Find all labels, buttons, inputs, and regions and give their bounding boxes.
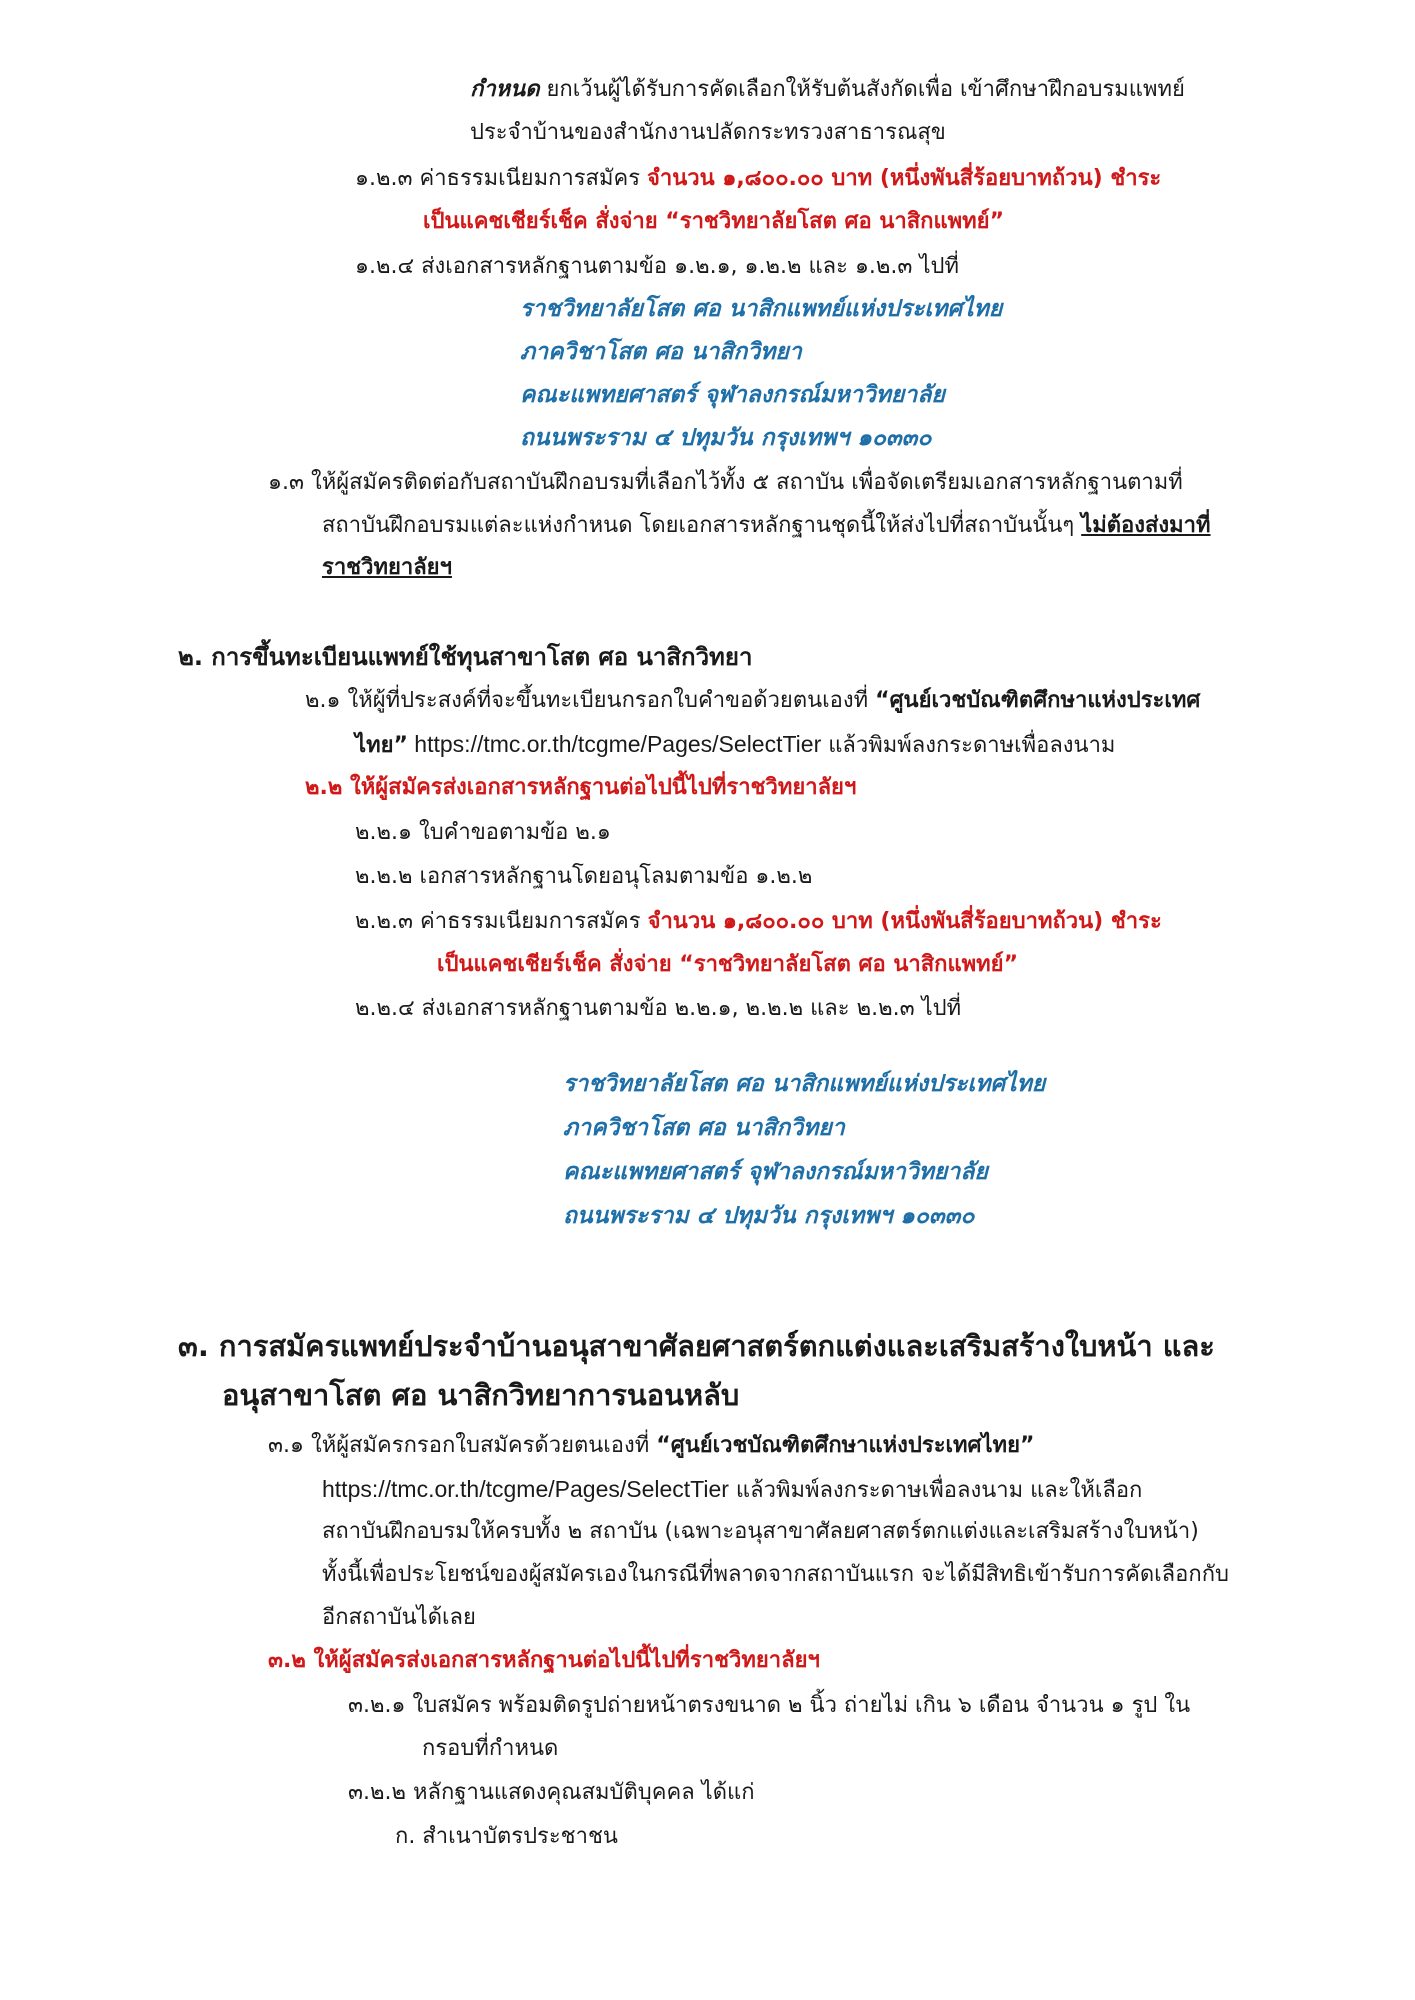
s2-address-1: ราชวิทยาลัยโสต ศอ นาสิกแพทย์แห่งประเทศไทย [563, 1071, 1046, 1097]
s1-c13-line-1: ๑.๓ ให้ผู้สมัครติดต่อกับสถาบันฝึกอบรมที่เลือกไว้ทั้ง ๕ สถาบัน เพื่อจัดเตรียมเอกสารหลักฐานตามที่ [268, 470, 1183, 495]
section-3-heading-1: ๓. การสมัครแพทย์ประจำบ้านอนุสาขาศัลยศาสตร์ตกแต่งและเสริมสร้างใบหน้า และ [178, 1329, 1215, 1363]
s1-not-send-note: ไม่ต้องส่งมาที่ [1081, 513, 1211, 538]
s3-c32: ๓.๒ ให้ผู้สมัครส่งเอกสารหลักฐานต่อไปนี้ไปที่ราชวิทยาลัยฯ [268, 1648, 820, 1673]
s1-address-4: ถนนพระราม ๔ ปทุมวัน กรุงเทพฯ ๑๐๓๓๐ [520, 425, 932, 451]
section-2-heading: ๒. การขึ้นทะเบียนแพทย์ใช้ทุนสาขาโสต ศอ นาสิกวิทยา [178, 643, 753, 671]
tmc-link-2[interactable]: https://tmc.or.th/tcgme/Pages/SelectTier [322, 1476, 729, 1502]
s3-c31-line-1: ๓.๑ ให้ผู้สมัครกรอกใบสมัครด้วยตนเองที่ “ศูนย์เวชบัณฑิตศึกษาแห่งประเทศไทย” [268, 1433, 1035, 1458]
s1-fee-line-1: ๑.๒.๓ ค่าธรรมเนียมการสมัคร จำนวน ๑,๘๐๐.๐๐ บาท (หนึ่งพันสี่ร้อยบาทถ้วน) ชำระ [355, 166, 1162, 191]
s2-address-4: ถนนพระราม ๔ ปทุมวัน กรุงเทพฯ ๑๐๓๓๐ [563, 1203, 975, 1229]
s1-line-1: กำหนด ยกเว้นผู้ได้รับการคัดเลือกให้รับต้นสังกัดเพื่อ เข้าศึกษาฝึกอบรมแพทย์ [470, 77, 1185, 102]
s1-address-2: ภาควิชาโสต ศอ นาสิกวิทยา [520, 339, 802, 365]
s2-address-2: ภาควิชาโสต ศอ นาสิกวิทยา [563, 1115, 845, 1141]
s1-c13-line-3: ราชวิทยาลัยฯ [322, 555, 452, 580]
s2-send-line: ๒.๒.๔ ส่งเอกสารหลักฐานตามข้อ ๒.๒.๑, ๒.๒.๒ และ ๒.๒.๓ ไปที่ [355, 996, 962, 1021]
s3-c322: ๓.๒.๒ หลักฐานแสดงคุณสมบัติบุคคล ได้แก่ [348, 1780, 755, 1805]
s3-c31-line-3: สถาบันฝึกอบรมให้ครบทั้ง ๒ สถาบัน (เฉพาะอนุสาขาศัลยศาสตร์ตกแต่งและเสริมสร้างใบหน้า) [322, 1519, 1199, 1544]
s1-address-1: ราชวิทยาลัยโสต ศอ นาสิกแพทย์แห่งประเทศไทย [520, 296, 1003, 322]
s2-c221: ๒.๒.๑ ใบคำขอตามข้อ ๒.๑ [355, 820, 611, 845]
s1-bold-word: กำหนด [470, 77, 540, 102]
s2-c222: ๒.๒.๒ เอกสารหลักฐานโดยอนุโลมตามข้อ ๑.๒.๒ [355, 864, 813, 889]
s1-c13-line-2: สถาบันฝึกอบรมแต่ละแห่งกำหนด โดยเอกสารหลักฐานชุดนี้ให้ส่งไปที่สถาบันนั้นๆ ไม่ต้องส่งมาที่ [322, 513, 1211, 538]
s1-address-3: คณะแพทยศาสตร์ จุฬาลงกรณ์มหาวิทยาลัย [520, 382, 945, 408]
s1-line-2: ประจำบ้านของสำนักงานปลัดกระทรวงสาธารณสุข [470, 120, 946, 145]
s3-c31-line-4: ทั้งนี้เพื่อประโยชน์ของผู้สมัครเองในกรณีที่พลาดจากสถาบันแรก จะได้มีสิทธิเข้ารับการคัดเลือกกับ [322, 1562, 1229, 1587]
section-3-heading-2: อนุสาขาโสต ศอ นาสิกวิทยาการนอนหลับ [222, 1378, 740, 1412]
s3-c31-line-2: https://tmc.or.th/tcgme/Pages/SelectTier แล้วพิมพ์ลงกระดาษเพื่อลงนาม และให้เลือก [322, 1476, 1143, 1503]
s1-send-line: ๑.๒.๔ ส่งเอกสารหลักฐานตามข้อ ๑.๒.๑, ๑.๒.๒ และ ๑.๒.๓ ไปที่ [355, 254, 959, 279]
s3-c31-line-5: อีกสถาบันได้เลย [322, 1605, 476, 1630]
s2-fee-line-1: ๒.๒.๓ ค่าธรรมเนียมการสมัคร จำนวน ๑,๘๐๐.๐๐ บาท (หนึ่งพันสี่ร้อยบาทถ้วน) ชำระ [355, 909, 1162, 934]
s2-c22: ๒.๒ ให้ผู้สมัครส่งเอกสารหลักฐานต่อไปนี้ไปที่ราชวิทยาลัยฯ [305, 775, 857, 800]
s2-c21-line-2: ไทย” https://tmc.or.th/tcgme/Pages/SelectTier แล้วพิมพ์ลงกระดาษเพื่อลงนาม [355, 731, 1116, 758]
s3-c321-line-1: ๓.๒.๑ ใบสมัคร พร้อมติดรูปถ่ายหน้าตรงขนาด ๒ นิ้ว ถ่ายไม่ เกิน ๖ เดือน จำนวน ๑ รูป ใน [348, 1693, 1191, 1718]
s2-c21-line-1: ๒.๑ ให้ผู้ที่ประสงค์ที่จะขึ้นทะเบียนกรอกใบคำขอด้วยตนเองที่ “ศูนย์เวชบัณฑิตศึกษาแห่งประเทศ [305, 688, 1201, 713]
tmc-link[interactable]: https://tmc.or.th/tcgme/Pages/SelectTier [407, 731, 822, 757]
s1-fee-line-2: เป็นแคชเชียร์เช็ค สั่งจ่าย “ราชวิทยาลัยโสต ศอ นาสิกแพทย์” [423, 209, 1005, 234]
s3-c322-item-a: ก. สำเนาบัตรประชาชน [395, 1824, 618, 1849]
s3-c321-line-2: กรอบที่กำหนด [422, 1736, 559, 1761]
s2-address-3: คณะแพทยศาสตร์ จุฬาลงกรณ์มหาวิทยาลัย [563, 1159, 988, 1185]
s2-fee-line-2: เป็นแคชเชียร์เช็ค สั่งจ่าย “ราชวิทยาลัยโสต ศอ นาสิกแพทย์” [437, 952, 1019, 977]
